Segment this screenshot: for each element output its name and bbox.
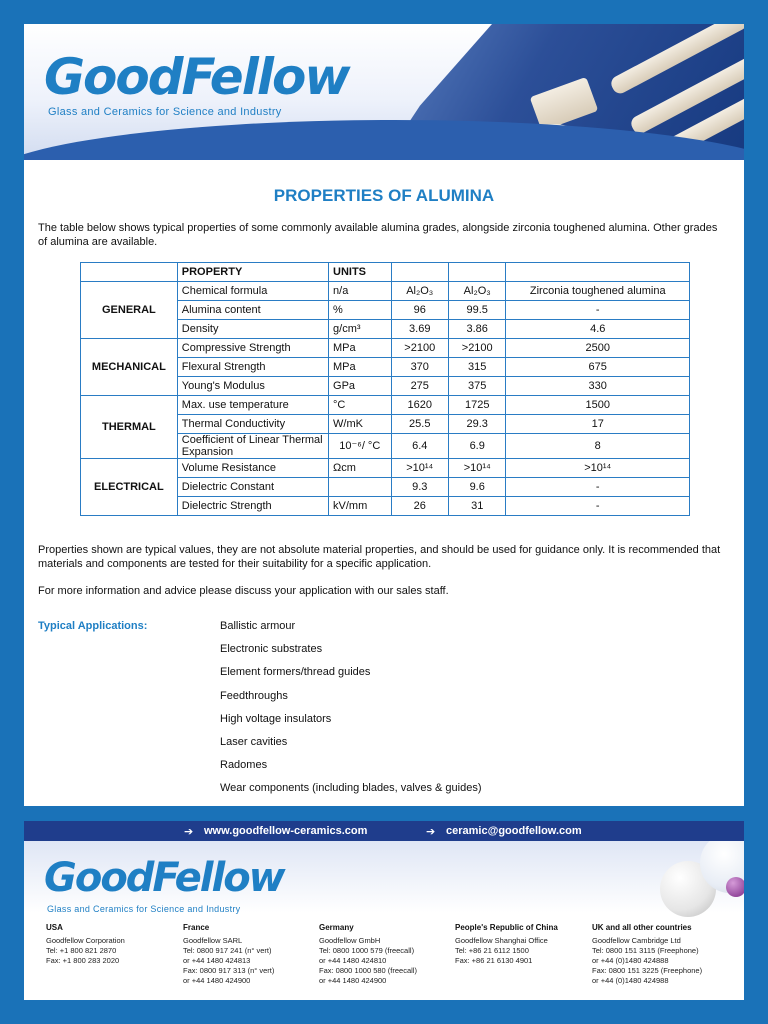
office-region: UK and all other countries — [592, 923, 692, 932]
list-item: Wear components (including blades, valves & guides) — [220, 782, 482, 795]
page-title: PROPERTIES OF ALUMINA — [273, 186, 495, 205]
list-item: Ballistic armour — [220, 620, 296, 632]
header-property: PROPERTY — [177, 263, 328, 282]
office-line: or +44 1480 424813 — [183, 956, 251, 965]
cell-property: Chemical formula — [177, 282, 328, 301]
goodfellow-logo: GoodFellow — [44, 48, 349, 106]
office-line: or +44 1480 424900 — [183, 976, 251, 985]
category-general: GENERAL — [81, 282, 178, 339]
purple-bead-image — [726, 877, 744, 897]
office-line: Fax: +1 800 283 2020 — [46, 956, 120, 965]
cell-b: 1725 — [448, 396, 505, 415]
arrow-right-icon: ➔ — [426, 826, 436, 838]
footer-logo: GoodFellow — [44, 855, 284, 901]
cell-c: Zirconia toughened alumina — [506, 282, 690, 301]
cell-a: >2100 — [391, 339, 448, 358]
office-region: USA — [46, 923, 63, 932]
cell-property: Young's Modulus — [177, 377, 328, 396]
office-line: Fax: 0800 151 3225 (Freephone) — [592, 966, 703, 975]
cell-property: Thermal Conductivity — [177, 415, 328, 434]
cell-a: 3.69 — [391, 320, 448, 339]
cell-units: °C — [329, 396, 392, 415]
arrow-right-icon: ➔ — [184, 826, 194, 838]
cell-units: W/mK — [329, 415, 392, 434]
document-page — [24, 24, 744, 806]
header-blank-a — [391, 263, 448, 282]
footer-panel — [24, 841, 744, 1000]
cell-property: Alumina content — [177, 301, 328, 320]
cell-a: 96 — [391, 301, 448, 320]
cell-c: 330 — [506, 377, 690, 396]
cell-units: g/cm³ — [329, 320, 392, 339]
cell-c: >10¹⁴ — [506, 459, 690, 478]
office-line: Fax: 0800 1000 580 (freecall) — [319, 966, 417, 975]
office-line: or +44 1480 424810 — [319, 956, 387, 965]
cell-b: 315 — [448, 358, 505, 377]
office-line: Tel: 0800 917 241 (n° vert) — [183, 946, 272, 955]
office-line: Goodfellow SARL — [183, 936, 243, 945]
office-line: or +44 (0)1480 424988 — [592, 976, 669, 985]
category-mechanical: MECHANICAL — [81, 339, 178, 396]
office-line: Tel: +1 800 821 2870 — [46, 946, 117, 955]
table-header-row — [81, 263, 690, 282]
office-line: Goodfellow Cambridge Ltd — [592, 936, 681, 945]
table-row — [81, 459, 690, 478]
office-line: Tel: 0800 1000 579 (freecall) — [319, 946, 415, 955]
office-china — [455, 923, 595, 966]
cell-property: Density — [177, 320, 328, 339]
table-row — [81, 396, 690, 415]
list-item: Element formers/thread guides — [220, 666, 371, 679]
cell-property: Dielectric Strength — [177, 497, 328, 516]
cell-c: 8 — [506, 434, 690, 459]
office-uk — [592, 923, 732, 986]
cell-a: Al₂O₃ — [391, 282, 448, 301]
list-item: Laser cavities — [220, 735, 288, 748]
cell-property: Compressive Strength — [177, 339, 328, 358]
applications-list — [220, 620, 482, 806]
cell-a: 9.3 — [391, 478, 448, 497]
office-line: Fax: +86 21 6130 4901 — [455, 956, 533, 965]
cell-c: 17 — [506, 415, 690, 434]
office-line: or +44 1480 424900 — [319, 976, 387, 985]
office-region: France — [183, 923, 210, 932]
applications-label: Typical Applications: — [38, 620, 148, 632]
office-line: Fax: 0800 917 313 (n° vert) — [183, 966, 275, 975]
table-row — [81, 282, 690, 301]
list-item: Electronic substrates — [220, 643, 323, 656]
cell-c: 4.6 — [506, 320, 690, 339]
cell-a: 275 — [391, 377, 448, 396]
cell-b: 99.5 — [448, 301, 505, 320]
cell-b: 31 — [448, 497, 505, 516]
cell-units — [329, 478, 392, 497]
office-line: or +44 (0)1480 424888 — [592, 956, 669, 965]
cell-units: kV/mm — [329, 497, 392, 516]
properties-table — [80, 262, 690, 516]
header-banner — [24, 24, 744, 160]
footer-tagline: Glass and Ceramics for Science and Industry — [47, 904, 241, 914]
header-units: UNITS — [329, 263, 392, 282]
office-line: Goodfellow Corporation — [46, 936, 125, 945]
cell-b: 375 — [448, 377, 505, 396]
cell-units: 10⁻⁶/ °C — [329, 434, 392, 459]
office-germany — [319, 923, 459, 986]
category-thermal: THERMAL — [81, 396, 178, 459]
cell-property: Dielectric Constant — [177, 478, 328, 497]
cell-a: 25.5 — [391, 415, 448, 434]
office-region: Germany — [319, 923, 354, 932]
header-blank-cell — [81, 263, 178, 282]
header-tagline: Glass and Ceramics for Science and Industry — [48, 106, 282, 118]
cell-property: Max. use temperature — [177, 396, 328, 415]
cell-units: n/a — [329, 282, 392, 301]
list-item: Radomes — [220, 759, 268, 772]
list-item: Feedthroughs — [220, 689, 288, 702]
table-row — [81, 339, 690, 358]
cell-property: Flexural Strength — [177, 358, 328, 377]
contact-text: For more information and advice please discuss your application with our sales staff. — [38, 585, 449, 597]
header-blank-b — [448, 263, 505, 282]
office-france — [183, 923, 323, 986]
cell-c: - — [506, 301, 690, 320]
disclaimer-text: Properties shown are typical values, they are not absolute material properties, and should be used for guidance only. It is recommended that materials and components are tested for their suitability for a specific application. — [38, 544, 721, 570]
cell-a: 26 — [391, 497, 448, 516]
cell-b: >2100 — [448, 339, 505, 358]
email-link[interactable]: ceramic@goodfellow.com — [446, 825, 582, 837]
office-line: Goodfellow Shanghai Office — [455, 936, 548, 945]
cell-a: 370 — [391, 358, 448, 377]
website-link[interactable]: www.goodfellow-ceramics.com — [204, 825, 368, 837]
cell-c: - — [506, 497, 690, 516]
cell-a: 6.4 — [391, 434, 448, 459]
office-line: Tel: 0800 151 3115 (Freephone) — [592, 946, 699, 955]
cell-b: 3.86 — [448, 320, 505, 339]
cell-property: Volume Resistance — [177, 459, 328, 478]
cell-units: Ωcm — [329, 459, 392, 478]
office-region: People's Republic of China — [455, 923, 558, 932]
office-line: Tel: +86 21 6112 1500 — [455, 946, 529, 955]
cell-units: MPa — [329, 358, 392, 377]
cell-b: Al₂O₃ — [448, 282, 505, 301]
cell-b: >10¹⁴ — [448, 459, 505, 478]
cell-units: GPa — [329, 377, 392, 396]
cell-b: 6.9 — [448, 434, 505, 459]
cell-property: Coefficient of Linear Thermal Expansion — [177, 434, 328, 459]
office-usa — [46, 923, 186, 966]
intro-text: The table below shows typical properties of some commonly available alumina grades, alongside zirconia toughened alumina. Other grades of alumina are available. — [38, 222, 718, 248]
list-item: High voltage insulators — [220, 712, 332, 725]
cell-c: - — [506, 478, 690, 497]
cell-units: % — [329, 301, 392, 320]
cell-c: 2500 — [506, 339, 690, 358]
cell-c: 675 — [506, 358, 690, 377]
header-blank-c — [506, 263, 690, 282]
cell-b: 9.6 — [448, 478, 505, 497]
cell-units: MPa — [329, 339, 392, 358]
category-electrical: ELECTRICAL — [81, 459, 178, 516]
office-line: Goodfellow GmbH — [319, 936, 381, 945]
cell-c: 1500 — [506, 396, 690, 415]
cell-a: >10¹⁴ — [391, 459, 448, 478]
cell-b: 29.3 — [448, 415, 505, 434]
cell-a: 1620 — [391, 396, 448, 415]
contact-bar — [24, 821, 744, 841]
